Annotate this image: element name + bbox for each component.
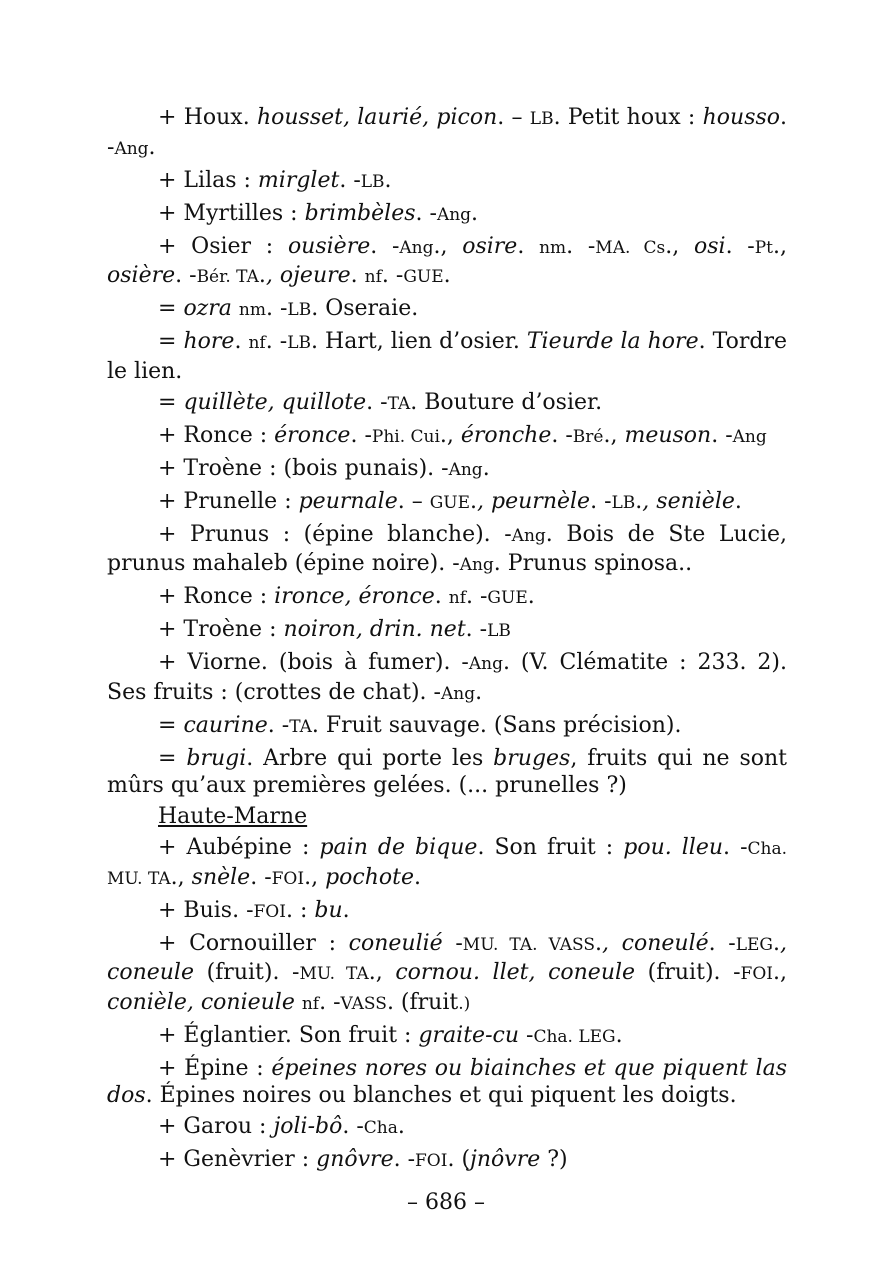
source-abbreviation: Ang bbox=[399, 237, 434, 258]
entry-text: . Arbre qui porte les bbox=[246, 745, 494, 771]
entry-text: + Églantier. Son fruit : bbox=[158, 1022, 419, 1048]
dialect-term: pochote bbox=[325, 864, 414, 890]
entry-text: ., bbox=[170, 864, 192, 890]
entry-text: . ( bbox=[447, 1147, 471, 1172]
entry-text: . – bbox=[397, 488, 430, 514]
entry-text: . - bbox=[267, 712, 290, 738]
entry-text: ., bbox=[773, 233, 794, 259]
source-abbreviation: LB bbox=[287, 300, 312, 320]
source-abbreviation: Ang bbox=[448, 459, 483, 480]
entry-text: . - bbox=[370, 233, 400, 259]
source-abbreviation: FOI bbox=[415, 1151, 448, 1171]
source-abbreviation: Cha bbox=[363, 1118, 398, 1138]
dialect-term: meuson bbox=[624, 422, 712, 448]
entry-text: + Cornouiller : bbox=[158, 930, 349, 956]
document-body bbox=[107, 104, 795, 1179]
entry-text: + Troène : bbox=[158, 617, 284, 642]
entry-text: = bbox=[158, 712, 184, 738]
dialect-term: graite-cu bbox=[418, 1022, 520, 1048]
entry-text: ., bbox=[433, 233, 463, 259]
entry-text: . bbox=[773, 930, 781, 956]
source-abbreviation: GUE bbox=[429, 492, 471, 513]
dialect-term: peurnale bbox=[298, 488, 398, 514]
entry-text: . Bouture d’osier. bbox=[410, 389, 603, 415]
entry-text: + Troène : (bois punais). - bbox=[158, 455, 449, 481]
dialect-term: osière bbox=[107, 263, 176, 288]
entry-text: + Buis. - bbox=[158, 897, 254, 923]
entry-text: + Garou : bbox=[158, 1114, 274, 1139]
entry-text: + Viorne. (bois à fumer). - bbox=[158, 650, 469, 675]
source-abbreviation: FOI bbox=[253, 901, 286, 922]
entry-text: . - bbox=[723, 835, 748, 860]
source-abbreviation: FOI bbox=[271, 868, 305, 889]
source-abbreviation: MU. TA bbox=[299, 964, 369, 984]
dialect-term: quillète, quillote bbox=[183, 389, 367, 415]
entry-text: . – bbox=[497, 105, 530, 130]
entry-text: ., bbox=[773, 960, 794, 985]
dictionary-entry bbox=[107, 422, 787, 455]
entry-text: + Aubépine : bbox=[158, 835, 320, 860]
dialect-term: ironce, éronce bbox=[274, 584, 435, 609]
source-abbreviation: LB bbox=[611, 492, 636, 513]
dialect-term: coneulié bbox=[348, 930, 443, 956]
entry-text: . - bbox=[466, 584, 488, 609]
dictionary-entry bbox=[107, 389, 787, 422]
dictionary-entry bbox=[107, 488, 787, 521]
dialect-term: , senièle bbox=[642, 488, 735, 514]
entry-text: , fruits qui ne sont mûrs qu’aux premières gelées. (... prunelles ?) bbox=[107, 745, 795, 798]
source-abbreviation: LB bbox=[287, 333, 312, 353]
source-abbreviation: Bré bbox=[572, 426, 604, 447]
source-abbreviation: nf bbox=[301, 993, 320, 1014]
entry-text: ) bbox=[559, 1147, 568, 1172]
entry-text: . Oseraie. bbox=[311, 296, 419, 321]
entry-text: . bbox=[517, 233, 540, 259]
dictionary-entry bbox=[107, 1146, 787, 1179]
entry-text: . bbox=[635, 488, 643, 514]
entry-text: . - bbox=[319, 989, 341, 1015]
source-abbreviation: nf bbox=[448, 588, 466, 608]
dialect-term: , peurnèle bbox=[477, 488, 591, 514]
entry-text: . - bbox=[465, 617, 488, 642]
dictionary-entry bbox=[107, 1113, 787, 1146]
dictionary-entry bbox=[107, 521, 794, 584]
entry-text: + Myrtilles : bbox=[158, 200, 305, 226]
dialect-term: ozra bbox=[183, 296, 232, 321]
dialect-term: ousière bbox=[287, 233, 371, 259]
dialect-term: pain de bique bbox=[319, 835, 478, 860]
dialect-term: éronche bbox=[460, 422, 552, 448]
entry-text: . bbox=[234, 329, 249, 354]
entry-text: . - bbox=[711, 422, 733, 448]
source-abbreviation: GUE bbox=[487, 588, 528, 608]
dialect-term: snèle bbox=[191, 864, 251, 890]
entry-text: = bbox=[158, 329, 184, 354]
entry-text: . bbox=[148, 134, 156, 160]
entry-text: ., bbox=[603, 422, 625, 448]
entry-text: (fruit). - bbox=[193, 960, 300, 985]
entry-text: + Ronce : bbox=[158, 422, 275, 448]
source-abbreviation: LB bbox=[360, 171, 385, 192]
entry-text: . Bois de Ste Lucie, prunus mahaleb (épine noire). - bbox=[107, 521, 794, 576]
entry-text: . bbox=[471, 200, 479, 226]
source-abbreviation: Phi. Cui bbox=[371, 426, 440, 447]
entry-text: + Prunelle : bbox=[158, 488, 299, 514]
entry-text: . - bbox=[366, 389, 388, 415]
dialect-term: housset, laurié, picon bbox=[256, 105, 498, 130]
entry-text: . - bbox=[566, 233, 596, 259]
entry-text: . - bbox=[350, 422, 372, 448]
entry-text: + Ronce : bbox=[158, 584, 275, 609]
dictionary-entry bbox=[107, 712, 787, 745]
entry-text: . - bbox=[175, 263, 197, 288]
source-abbreviation: MA. Cs bbox=[595, 237, 666, 258]
dictionary-entry bbox=[107, 930, 795, 1022]
dictionary-entry bbox=[107, 616, 787, 649]
entry-text: + Houx. bbox=[158, 105, 257, 130]
entry-text: . bbox=[414, 864, 421, 890]
entry-text: ., bbox=[439, 422, 461, 448]
source-abbreviation: MU. TA. VASS bbox=[462, 934, 595, 955]
entry-text: ? bbox=[540, 1147, 560, 1172]
dictionary-entry bbox=[107, 834, 793, 897]
entry-text: . Épines noires ou blanches et qui piquent les doigts. bbox=[145, 1083, 737, 1108]
dialect-term: , coneulé bbox=[602, 930, 709, 956]
dictionary-entry bbox=[107, 295, 787, 328]
entry-text: ., bbox=[665, 233, 694, 259]
dialect-term: housso bbox=[702, 105, 781, 130]
entry-text: . bbox=[734, 488, 742, 514]
entry-text: . bbox=[527, 584, 535, 609]
dialect-term: joli-bô bbox=[273, 1114, 343, 1139]
entry-text bbox=[232, 296, 239, 321]
source-abbreviation: Ang bbox=[440, 683, 476, 704]
dialect-term: , coneule bbox=[107, 930, 795, 985]
entry-text: . bbox=[434, 584, 449, 609]
entry-text: . - bbox=[381, 263, 404, 288]
dictionary-entry bbox=[107, 897, 787, 930]
entry-text: = bbox=[158, 745, 187, 771]
source-abbreviation: Ang bbox=[436, 204, 472, 225]
dictionary-entry bbox=[107, 104, 795, 167]
entry-text: . - bbox=[590, 488, 612, 514]
source-abbreviation: FOI bbox=[740, 964, 773, 984]
dictionary-entry bbox=[107, 745, 795, 804]
entry-text: . - bbox=[725, 233, 755, 259]
entry-text: . Hart, lien d’osier. bbox=[311, 329, 527, 354]
entry-text: + Prunus : (épine blanche). - bbox=[158, 521, 512, 547]
entry-text: . bbox=[443, 263, 451, 288]
dialect-term: jnôvre bbox=[470, 1147, 541, 1172]
dialect-term: bruges bbox=[493, 745, 571, 771]
entry-text: . bbox=[384, 167, 392, 193]
dialect-term: , ojeure bbox=[265, 263, 351, 288]
dictionary-entry bbox=[107, 328, 794, 389]
entry-text: . - bbox=[415, 200, 437, 226]
entry-text: . - bbox=[107, 105, 795, 160]
entry-text: . bbox=[397, 1114, 405, 1139]
entry-text: = bbox=[158, 389, 184, 415]
dictionary-entry bbox=[107, 803, 787, 834]
entry-text: . bbox=[470, 488, 478, 514]
source-abbreviation: Bér. TA bbox=[196, 267, 259, 287]
source-abbreviation: Pt bbox=[754, 237, 773, 258]
entry-text: . bbox=[615, 1022, 623, 1048]
entry-text bbox=[295, 990, 302, 1015]
source-abbreviation: Ang bbox=[114, 138, 149, 159]
entry-text: . - bbox=[708, 930, 736, 956]
dialect-term: brimbèles bbox=[304, 200, 416, 226]
dialect-term: osi bbox=[693, 233, 726, 259]
dictionary-entry bbox=[107, 233, 794, 296]
dictionary-entry bbox=[107, 200, 787, 233]
dictionary-entry bbox=[107, 1022, 787, 1055]
entry-text: . - bbox=[265, 329, 288, 354]
source-abbreviation: TA bbox=[289, 716, 312, 737]
entry-text: . Son fruit : bbox=[477, 835, 624, 860]
entry-text: . - bbox=[393, 1147, 416, 1172]
source-abbreviation: VASS bbox=[340, 993, 387, 1014]
source-abbreviation: Ang bbox=[468, 654, 503, 674]
dictionary-entry bbox=[107, 455, 787, 488]
entry-text: . bbox=[342, 897, 350, 923]
dialect-term: Tieurde la hore bbox=[526, 329, 699, 354]
source-abbreviation: nm bbox=[539, 237, 567, 258]
dictionary-entry bbox=[107, 167, 787, 200]
page-number: – 686 – bbox=[407, 1190, 485, 1215]
entry-text: - bbox=[442, 930, 463, 956]
source-abbreviation: Cha. LEG bbox=[533, 1026, 616, 1047]
dictionary-entry bbox=[107, 1055, 794, 1114]
entry-text: . bbox=[350, 263, 365, 288]
dialect-term: mirglet bbox=[257, 167, 340, 193]
source-abbreviation: Cha. MU. TA bbox=[107, 839, 793, 889]
entry-text: . bbox=[482, 455, 490, 481]
entry-text: + Osier : bbox=[158, 233, 288, 259]
entry-text: + Genèvrier : bbox=[158, 1147, 317, 1172]
entry-text: + Lilas : bbox=[158, 167, 258, 193]
source-abbreviation: LB bbox=[487, 621, 511, 641]
entry-text: = bbox=[158, 296, 184, 321]
source-abbreviation: GUE bbox=[403, 267, 444, 287]
source-abbreviation: LB bbox=[529, 109, 554, 129]
source-abbreviation: Ang bbox=[732, 426, 767, 447]
source-abbreviation: nf bbox=[248, 333, 266, 353]
entry-text: . bbox=[475, 679, 483, 705]
entry-text: . Prunus spinosa.. bbox=[493, 551, 693, 576]
dialect-term: conièle, conieule bbox=[107, 989, 295, 1015]
dialect-term: hore bbox=[183, 329, 235, 354]
entry-text: . - bbox=[339, 167, 361, 193]
section-heading: Haute-Marne bbox=[158, 804, 308, 829]
entry-text: - bbox=[519, 1022, 534, 1048]
source-abbreviation: Ang bbox=[459, 555, 494, 575]
entry-text: . (V. Clématite : 233. 2). Ses fruits : (crottes de chat). - bbox=[107, 650, 794, 705]
entry-text: + Épine : bbox=[158, 1055, 272, 1081]
entry-text: . bbox=[258, 263, 266, 288]
dictionary-entry bbox=[107, 649, 794, 712]
dialect-term: pou. lleu bbox=[623, 835, 724, 860]
entry-text: . - bbox=[342, 1114, 364, 1139]
entry-text: . Petit houx : bbox=[553, 105, 703, 130]
dialect-term: osire bbox=[462, 233, 518, 259]
source-abbreviation: .) bbox=[458, 993, 471, 1014]
dialect-term: caurine bbox=[183, 712, 268, 738]
entry-text: . Tordre le lien. bbox=[107, 329, 794, 384]
entry-text: . bbox=[595, 930, 602, 956]
source-abbreviation: nm bbox=[238, 300, 266, 320]
entry-text: ., bbox=[368, 960, 396, 985]
entry-text: . Fruit sauvage. (Sans précision). bbox=[311, 712, 682, 738]
dialect-term: épeines nores ou biainches et que piquent las dos bbox=[107, 1055, 794, 1108]
entry-text: ., bbox=[304, 864, 326, 890]
dialect-term: gnôvre bbox=[316, 1147, 394, 1172]
source-abbreviation: TA bbox=[387, 393, 411, 414]
entry-text: . - bbox=[265, 296, 288, 321]
entry-text: . : bbox=[285, 897, 315, 923]
dialect-term: bu bbox=[314, 897, 343, 923]
entry-text: (fruit). - bbox=[635, 960, 741, 985]
source-abbreviation: nf bbox=[364, 267, 382, 287]
source-abbreviation: Ang bbox=[511, 525, 546, 546]
source-abbreviation: LEG bbox=[735, 934, 774, 955]
dialect-term: noiron, drin. net bbox=[283, 617, 466, 642]
entry-text: . - bbox=[551, 422, 573, 448]
dictionary-entry bbox=[107, 583, 787, 616]
dialect-term: brugi bbox=[186, 745, 247, 771]
dialect-term: éronce bbox=[274, 422, 351, 448]
entry-text: . (fruit bbox=[386, 989, 459, 1015]
entry-text: . - bbox=[250, 864, 272, 890]
dialect-term: cornou. llet, coneule bbox=[395, 960, 636, 985]
